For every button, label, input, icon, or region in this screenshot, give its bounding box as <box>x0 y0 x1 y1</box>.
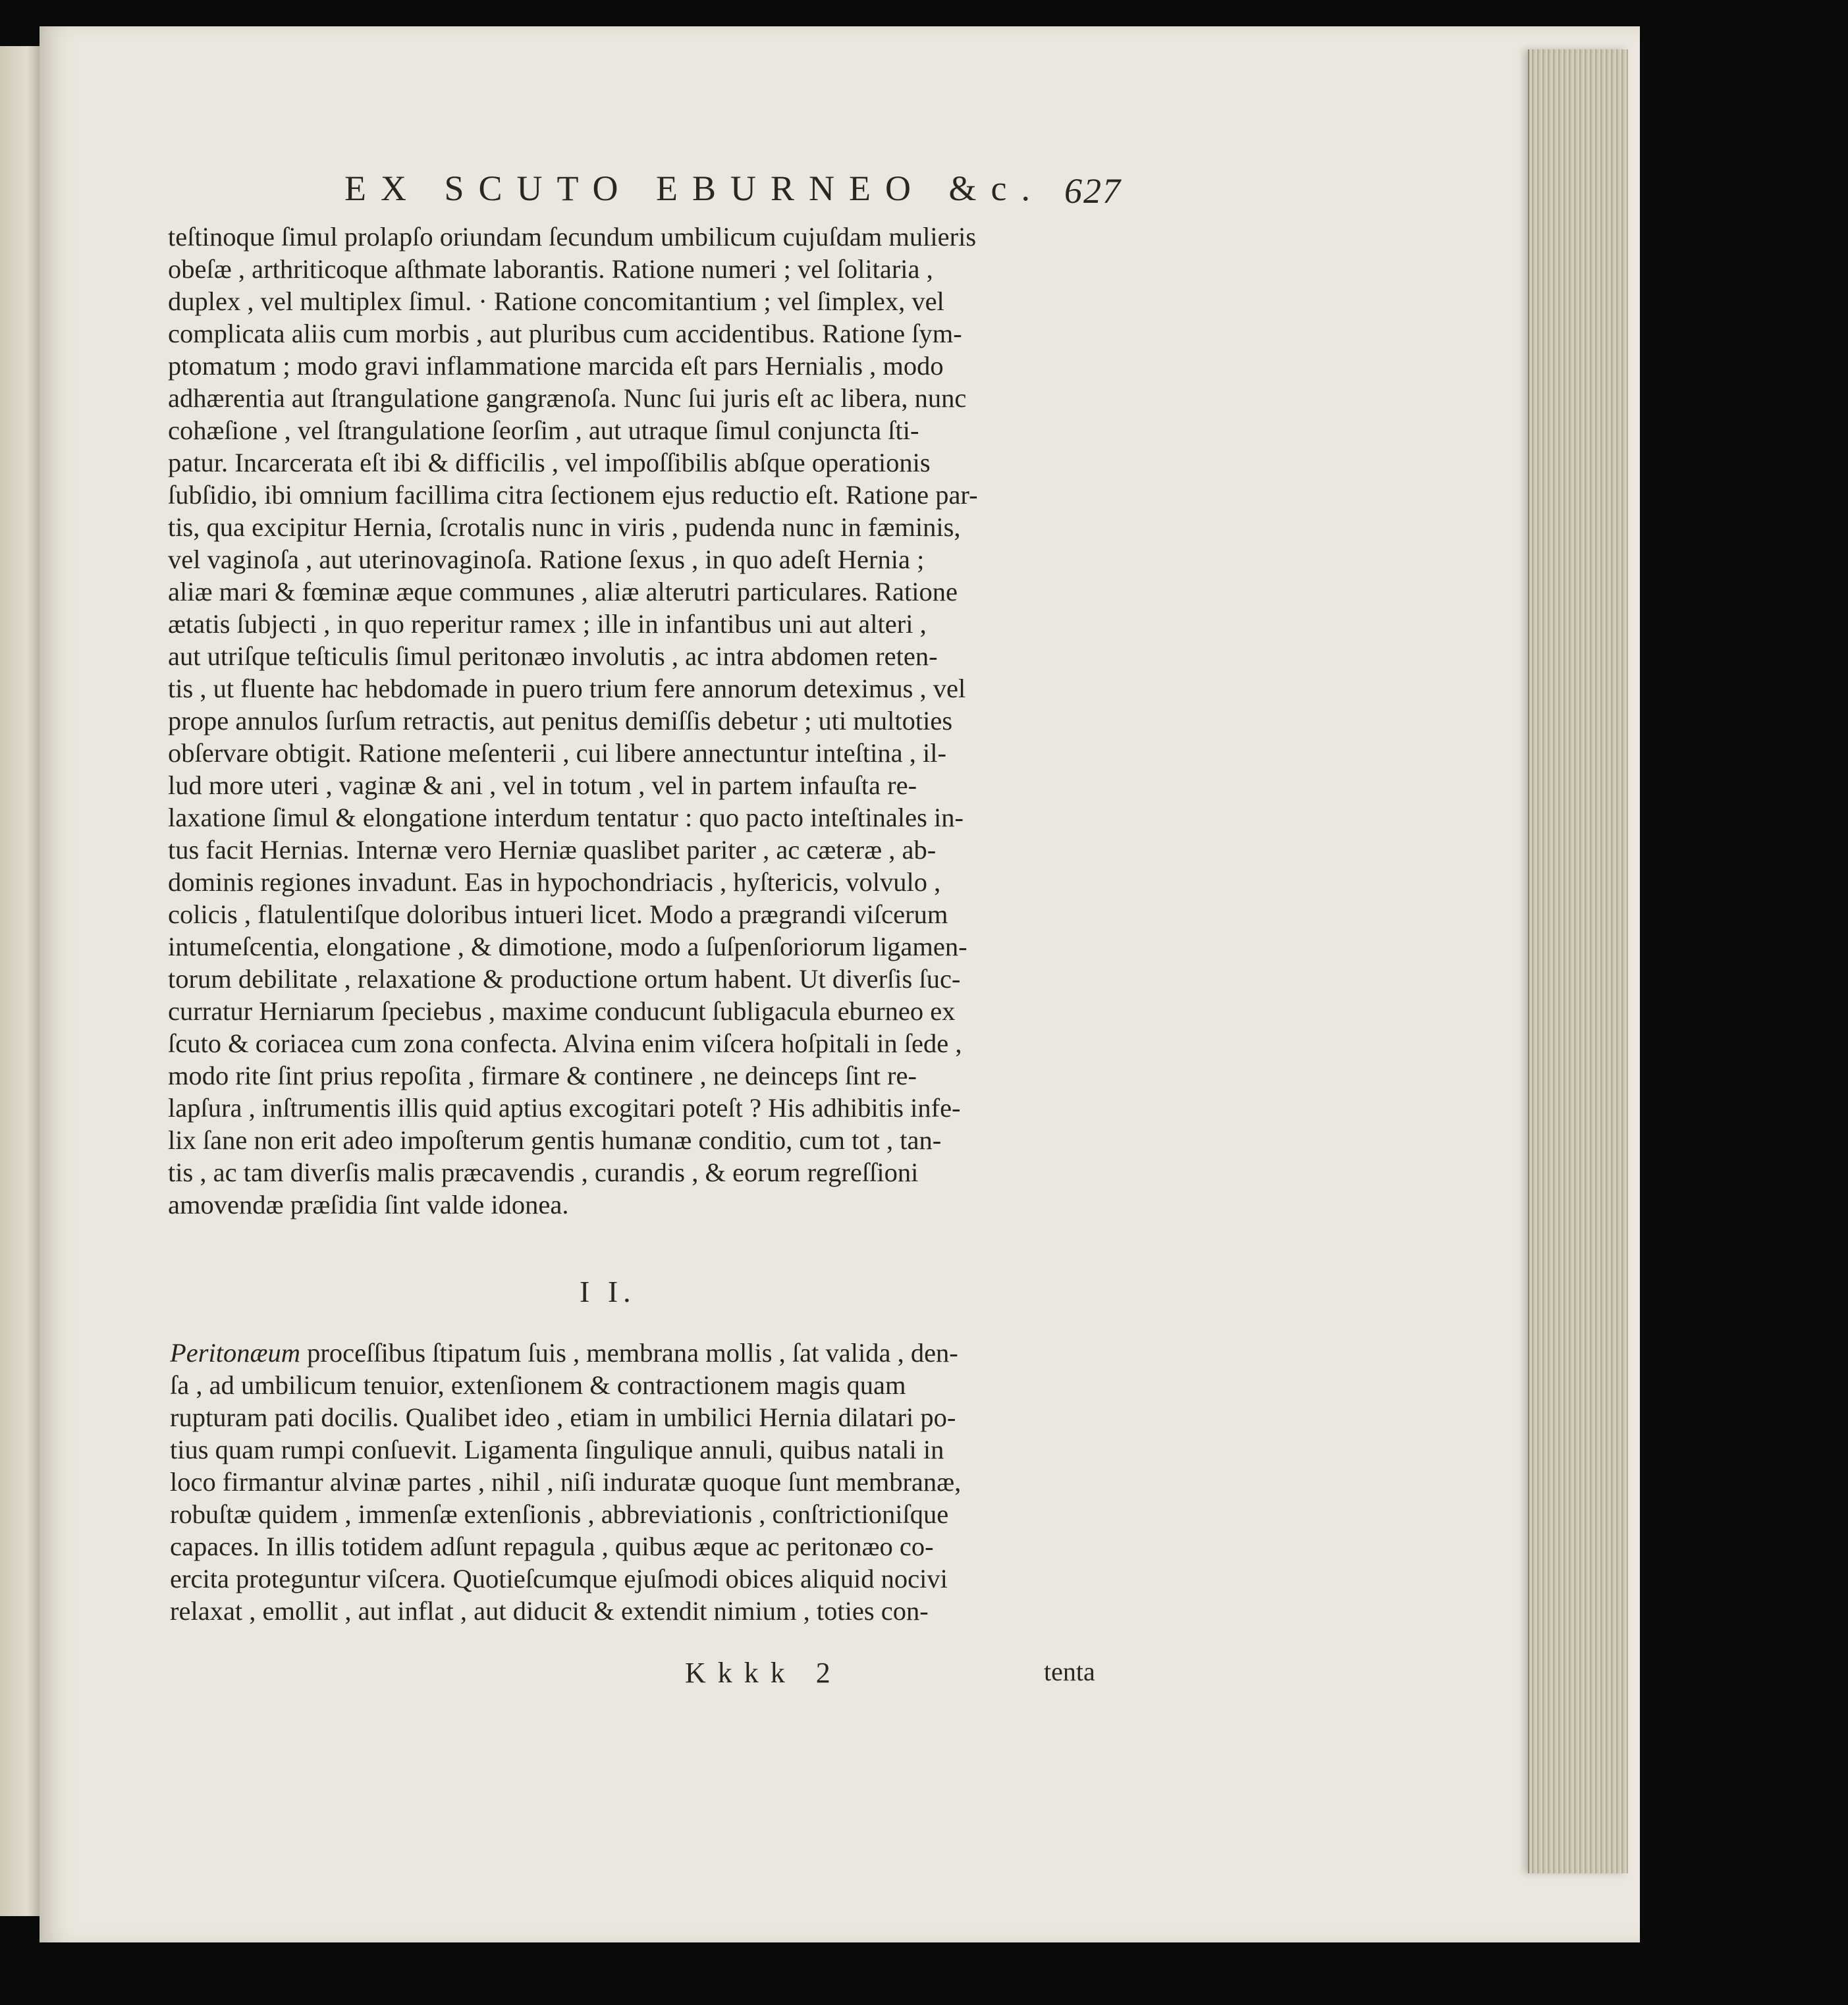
text-line: modo rite ſint prius repoſita , firmare & continere , ne deinceps ſint re- <box>168 1061 917 1090</box>
text-line: tis, qua excipitur Hernia, ſcrotalis nunc in viris , pudenda nunc in fæminis, <box>168 512 961 542</box>
text-line: ætatis ſubjecti , in quo reperitur ramex ; ille in infantibus uni aut alteri , <box>168 609 927 639</box>
text-line: obſervare obtigit. Ratione meſenterii , cui libere annectuntur inteſtina , il- <box>168 738 946 768</box>
facing-page-edge <box>0 46 40 1916</box>
text-line: ptomatum ; modo gravi inflammatione marcida eſt pars Hernialis , modo <box>168 351 944 381</box>
text-line: capaces. In illis totidem adſunt repagula , quibus æque ac peritonæo co- <box>170 1532 934 1561</box>
text-line: prope annulos ſurſum retractis, aut penitus demiſſis debetur ; uti multoties <box>168 706 953 735</box>
text-line: intumeſcentia, elongatione , & dimotione, modo a ſuſpenſoriorum ligamen- <box>168 932 967 961</box>
text-line: teſtinoque ſimul prolapſo oriundam ſecundum umbilicum cujuſdam mulieris <box>168 222 977 252</box>
running-title: EX SCUTO EBURNEO &c. <box>344 169 1045 208</box>
running-header <box>344 168 1122 214</box>
text-line: robuſtæ quidem , immenſæ extenſionis , abbreviationis , conſtrictioniſque <box>170 1499 949 1529</box>
text-line: adhærentia aut ſtrangulatione gangrænoſa. Nunc ſui juris eſt ac libera, nunc <box>168 383 967 413</box>
text-line: ſa , ad umbilicum tenuior, extenſionem & contractionem magis quam <box>170 1370 906 1400</box>
text-line: aut utriſque teſticulis ſimul peritonæo involutis , ac intra abdomen reten- <box>168 641 938 671</box>
section-first-line <box>170 1337 1112 1369</box>
signature-mark: Kkkk 2 <box>685 1657 842 1689</box>
section-paragraph <box>170 1337 1112 1627</box>
page-number: 627 <box>1064 171 1122 211</box>
text-line: tis , ut fluente hac hebdomade in puero trium fere annorum deteximus , vel <box>168 674 966 703</box>
catchword: tenta <box>1044 1657 1095 1686</box>
text-line: tius quam rumpi conſuevit. Ligamenta ſingulique annuli, quibus natali in <box>170 1435 944 1464</box>
text-line: colicis , flatulentiſque doloribus intueri licet. Modo a prægrandi viſcerum <box>168 899 948 929</box>
text-line: amovendæ præſidia ſint valde idonea. <box>168 1190 569 1219</box>
text-line: ſubſidio, ibi omnium facillima citra ſectionem ejus reductio eſt. Ratione par- <box>168 480 978 510</box>
text-line: torum debilitate , relaxatione & productione ortum habent. Ut diverſis ſuc- <box>168 964 961 994</box>
section-first-word: Peritonæum <box>170 1338 300 1368</box>
section-lines <box>170 1369 1112 1627</box>
text-line: tus facit Hernias. Internæ vero Herniæ quaslibet pariter , ac cæteræ , ab- <box>168 835 937 865</box>
text-line: obeſæ , arthriticoque aſthmate laborantis. Ratione numeri ; vel ſolitaria , <box>168 254 933 284</box>
text-line: ſcuto & coriacea cum zona confecta. Alvina enim viſcera hoſpitali in ſede , <box>168 1029 962 1058</box>
text-line: loco firmantur alvinæ partes , nihil , niſi induratæ quoque ſunt membranæ, <box>170 1467 962 1497</box>
body-paragraph <box>168 221 1110 1221</box>
text-line: patur. Incarcerata eſt ibi & difficilis , vel impoſſibilis abſque operationis <box>168 448 931 477</box>
text-line: aliæ mari & fœminæ æque communes , aliæ alterutri particulares. Ratione <box>168 577 958 606</box>
text-line: relaxat , emollit , aut inflat , aut diducit & extendit nimium , toties con- <box>170 1596 929 1626</box>
text-line: lud more uteri , vaginæ & ani , vel in totum , vel in partem infauſta re- <box>168 770 917 800</box>
text-line: duplex , vel multiplex ſimul. · Ratione concomitantium ; vel ſimplex, vel <box>168 286 944 316</box>
text-line: lapſura , inſtrumentis illis quid aptius excogitari poteſt ? His adhibitis infe- <box>168 1093 961 1123</box>
text-line: cohæſione , vel ſtrangulatione ſeorſim , aut utraque ſimul conjuncta ſti- <box>168 415 919 445</box>
text-line: rupturam pati docilis. Qualibet ideo , etiam in umbilici Hernia dilatari po- <box>170 1403 956 1432</box>
text-line: laxatione ſimul & elongatione interdum tentatur : quo pacto inteſtinales in- <box>168 803 964 832</box>
section-number: I I. <box>580 1275 636 1308</box>
page-fore-edge <box>1528 49 1628 1873</box>
text-line: tis , ac tam diverſis malis præcavendis , curandis , & eorum regreſſioni <box>168 1158 919 1187</box>
text-line: ercita proteguntur viſcera. Quotieſcumque ejuſmodi obices aliquid nocivi <box>170 1564 948 1593</box>
text-line: lix ſane non erit adeo impoſterum gentis humanæ conditio, cum tot , tan- <box>168 1125 942 1155</box>
section-first-line-rest: proceſſibus ſtipatum ſuis , membrana mollis , ſat valida , den- <box>300 1338 958 1368</box>
text-line: dominis regiones invadunt. Eas in hypochondriacis , hyſtericis, volvulo , <box>168 867 941 897</box>
text-line: complicata aliis cum morbis , aut pluribus cum accidentibus. Ratione ſym- <box>168 319 962 348</box>
text-line: curratur Herniarum ſpeciebus , maxime conducunt ſubligacula eburneo ex <box>168 996 956 1026</box>
text-line: vel vaginoſa , aut uterinovaginoſa. Ratione ſexus , in quo adeſt Hernia ; <box>168 545 925 574</box>
